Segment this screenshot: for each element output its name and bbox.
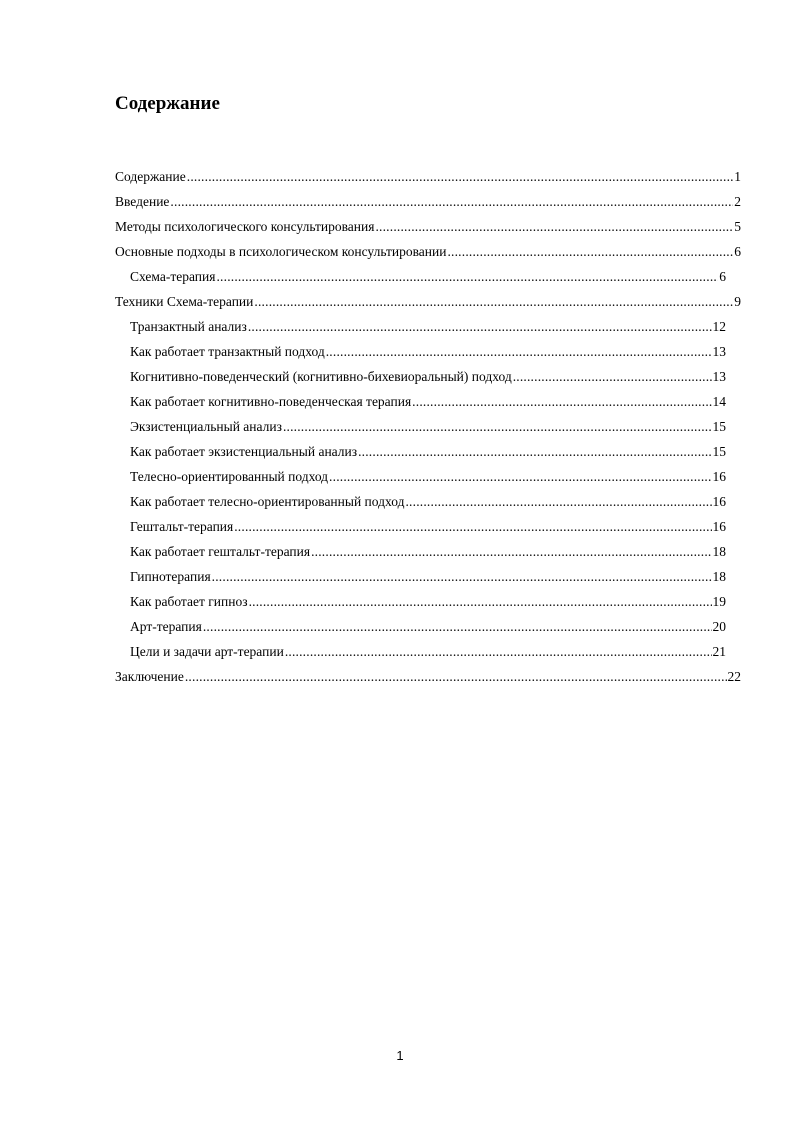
toc-entry[interactable]	[115, 514, 741, 539]
toc-entry[interactable]	[115, 389, 741, 414]
toc-entry[interactable]	[115, 614, 741, 639]
toc-entry-title: Гештальт-терапия	[130, 519, 234, 534]
toc-entry[interactable]	[115, 364, 741, 389]
dot-leader	[326, 339, 712, 364]
toc-entry-page: 15	[712, 419, 726, 434]
toc-entry-title: Схема-терапия	[130, 269, 216, 284]
toc-entry-page: 16	[712, 519, 726, 534]
toc-entry-page: 12	[712, 319, 726, 334]
toc-entry[interactable]	[115, 264, 741, 289]
toc-entry-page: 9	[734, 294, 741, 309]
toc-entry-page: 18	[712, 544, 726, 559]
toc-heading: Содержание	[115, 93, 220, 114]
toc-entry-title: Методы психологического консультирования	[115, 219, 375, 234]
dot-leader	[405, 489, 711, 514]
toc-entry[interactable]	[115, 639, 741, 664]
toc-entry-page: 22	[727, 669, 741, 684]
toc-entry[interactable]	[115, 589, 741, 614]
toc-entry-title: Как работает телесно-ориентированный подход	[130, 494, 405, 509]
toc-entry-page: 2	[734, 194, 741, 209]
dot-leader	[412, 389, 711, 414]
toc-entry-title: Экзистенциальный анализ	[130, 419, 282, 434]
toc-entry-title: Введение	[115, 194, 170, 209]
toc-entry-page: 20	[712, 619, 726, 634]
dot-leader	[447, 239, 733, 264]
toc-entry-page: 6	[719, 269, 726, 284]
toc-entry[interactable]	[115, 164, 741, 189]
toc-entry-page: 16	[712, 494, 726, 509]
toc-entry-page: 5	[734, 219, 741, 234]
dot-leader	[185, 664, 727, 689]
toc-entry-title: Цели и задачи арт-терапии	[130, 644, 284, 659]
dot-leader	[254, 289, 733, 314]
toc-entry-title: Когнитивно-поведенческий (когнитивно-бихевиоральный) подход	[130, 369, 512, 384]
toc-entry-page: 16	[712, 469, 726, 484]
dot-leader	[249, 589, 712, 614]
toc-entry-page: 14	[712, 394, 726, 409]
toc-entry-title: Арт-терапия	[130, 619, 202, 634]
toc-entry-page: 13	[712, 369, 726, 384]
toc-entry[interactable]	[115, 439, 741, 464]
dot-leader	[170, 189, 733, 214]
page-number: 1	[396, 1048, 404, 1063]
toc-entry-title: Как работает экзистенциальный анализ	[130, 444, 358, 459]
toc-entry-title: Основные подходы в психологическом консультировании	[115, 244, 447, 259]
dot-leader	[203, 614, 712, 639]
dot-leader	[375, 214, 733, 239]
toc-entry[interactable]	[115, 414, 741, 439]
toc-entry-title: Содержание	[115, 169, 186, 184]
toc-entry-title: Заключение	[115, 669, 184, 684]
dot-leader	[216, 264, 718, 289]
toc-entry[interactable]	[115, 464, 741, 489]
toc-entry[interactable]	[115, 339, 741, 364]
dot-leader	[513, 364, 712, 389]
toc-entry-title: Как работает гештальт-терапия	[130, 544, 311, 559]
toc-entry-title: Как работает гипноз	[130, 594, 248, 609]
toc-entry-page: 1	[734, 169, 741, 184]
toc-entry[interactable]	[115, 539, 741, 564]
dot-leader	[285, 639, 712, 664]
dot-leader	[212, 564, 712, 589]
toc-entry-page: 21	[712, 644, 726, 659]
toc-entry[interactable]	[115, 314, 741, 339]
dot-leader	[283, 414, 712, 439]
toc-entry-title: Техники Схема-терапии	[115, 294, 254, 309]
dot-leader	[358, 439, 711, 464]
dot-leader	[311, 539, 711, 564]
dot-leader	[187, 164, 734, 189]
dot-leader	[329, 464, 711, 489]
toc-entry-title: Телесно-ориентированный подход	[130, 469, 329, 484]
toc-entry[interactable]	[115, 564, 741, 589]
toc-entry-title: Как работает транзактный подход	[130, 344, 325, 359]
toc-entry-title: Гипнотерапия	[130, 569, 211, 584]
toc-entry[interactable]	[115, 489, 741, 514]
toc-entry[interactable]	[115, 289, 741, 314]
toc-entry-page: 6	[734, 244, 741, 259]
toc-entry[interactable]	[115, 239, 741, 264]
dot-leader	[234, 514, 711, 539]
toc-entry[interactable]	[115, 189, 741, 214]
toc-entry-title: Транзактный анализ	[130, 319, 247, 334]
table-of-contents	[115, 164, 741, 689]
toc-entry-page: 18	[712, 569, 726, 584]
toc-entry-title: Как работает когнитивно-поведенческая терапия	[130, 394, 412, 409]
toc-entry-page: 13	[712, 344, 726, 359]
toc-entry-page: 15	[712, 444, 726, 459]
toc-entry-page: 19	[712, 594, 726, 609]
toc-entry[interactable]	[115, 214, 741, 239]
dot-leader	[248, 314, 712, 339]
toc-entry[interactable]	[115, 664, 741, 689]
